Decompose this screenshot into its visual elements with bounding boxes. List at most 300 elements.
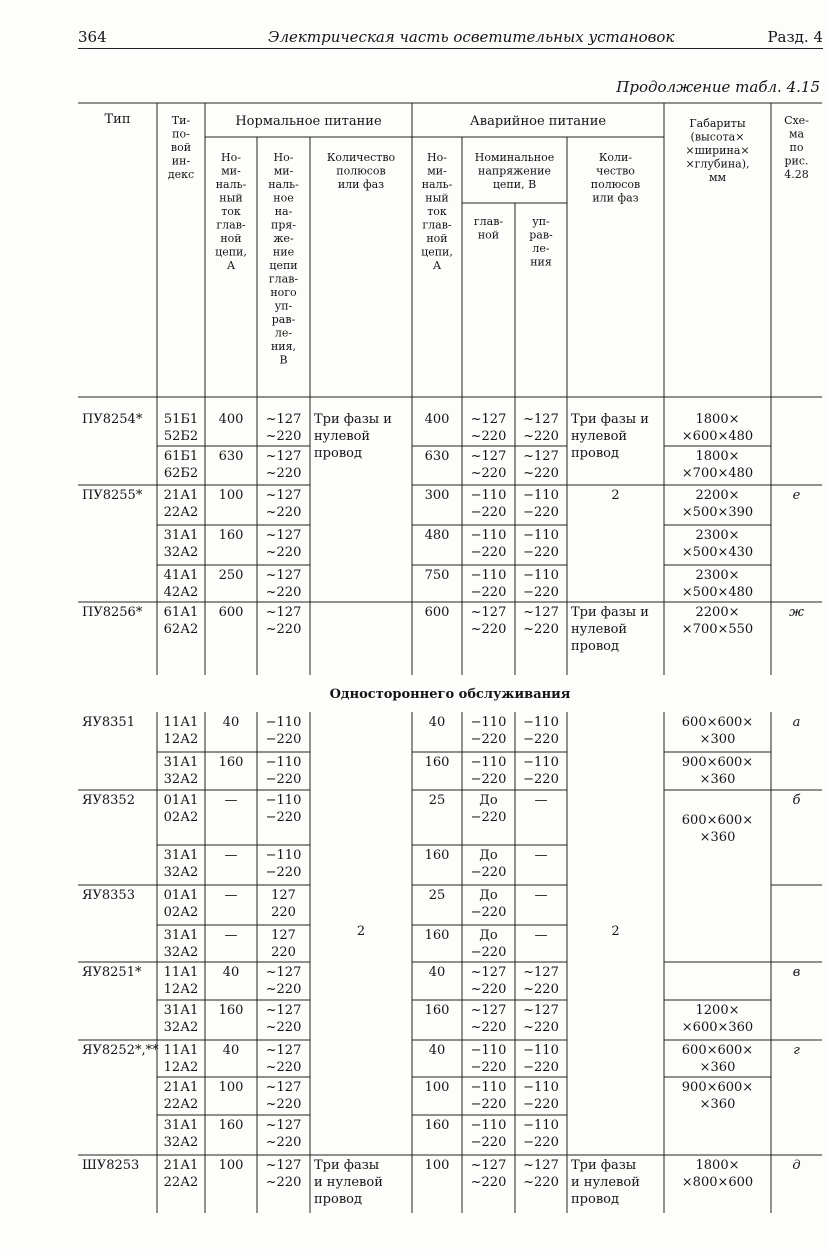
cell-line: ×360	[699, 830, 736, 845]
cell-line: −220	[523, 585, 559, 600]
cell-line: ПУ8254*	[82, 412, 143, 427]
cell-line: б	[792, 793, 801, 808]
row-normal-voltage	[266, 1043, 302, 1075]
cell-line: ×500×390	[681, 505, 754, 520]
cell-line: ~220	[523, 429, 559, 444]
row-voltage-main	[471, 715, 507, 747]
row-scheme	[793, 488, 801, 503]
cell-line: 300	[424, 488, 450, 503]
cell-line: 40	[222, 965, 240, 980]
cell-line: 41А1	[163, 568, 199, 583]
cell-line: 160	[218, 1118, 244, 1133]
row-voltage-main	[471, 449, 507, 481]
cell-line: Три фазы	[314, 1158, 380, 1173]
cell-line: полюсов	[590, 178, 641, 191]
row-normal-voltage	[271, 888, 296, 920]
cell-line: 160	[424, 755, 450, 770]
cell-line: ПУ8256*	[82, 605, 143, 620]
row-voltage-control	[523, 1118, 559, 1150]
row-voltage-main	[471, 755, 507, 787]
cell-line: Три фазы и	[314, 412, 392, 427]
cell-line: 31А1	[163, 1003, 199, 1018]
row-voltage-main	[471, 1080, 507, 1112]
row-voltage-control	[535, 848, 548, 863]
cell-line: ~220	[470, 622, 507, 637]
cell-line: 32А2	[163, 1135, 199, 1150]
running-title: Электрическая часть осветительных установок	[268, 28, 675, 46]
cell-line: ~127	[470, 412, 507, 427]
cell-line: 40	[428, 965, 446, 980]
cell-line: ми-	[221, 164, 241, 178]
row-voltage-main	[471, 1043, 507, 1075]
cell-line: ~127	[523, 449, 559, 464]
cell-line: 31А1	[163, 528, 199, 543]
row-dimensions	[682, 1003, 753, 1035]
row-emergency-current	[429, 715, 446, 730]
row-normal-current	[219, 412, 244, 427]
cell-line: ма	[788, 127, 805, 141]
row-index	[164, 528, 199, 560]
cell-line: рав-	[529, 228, 553, 242]
cell-line: 25	[428, 793, 446, 808]
cell-line: —	[534, 928, 548, 943]
cell-line: 2200×	[695, 605, 740, 620]
cell-line: глав-	[422, 218, 452, 232]
cell-line: −110	[470, 715, 507, 730]
cell-line: наль-	[215, 178, 247, 191]
cell-line: 22А2	[163, 1175, 199, 1190]
cell-line: ~127	[265, 528, 302, 543]
cell-line: ~127	[523, 965, 559, 980]
row-index	[164, 1118, 199, 1150]
cell-line: нулевой	[314, 429, 371, 444]
row-voltage-main	[471, 605, 507, 637]
cell-line: −220	[265, 772, 302, 787]
row-voltage-main	[471, 848, 507, 880]
cell-line: Но-	[273, 151, 294, 164]
cell-line: наль-	[421, 178, 453, 191]
row-index	[164, 1043, 199, 1075]
cell-line: −220	[470, 810, 507, 825]
cell-line: Аварийное питание	[469, 114, 607, 129]
row-type	[82, 412, 143, 427]
cell-line: ной	[477, 228, 500, 242]
row-normal-current	[223, 1043, 240, 1058]
row-index	[164, 928, 199, 960]
cell-line: декс	[167, 168, 195, 181]
cell-line: ~220	[523, 982, 559, 997]
cell-line: −220	[470, 772, 507, 787]
cell-line: 31А1	[163, 1118, 199, 1133]
cell-line: 127	[271, 928, 296, 943]
row-voltage-control	[523, 1003, 559, 1035]
row-voltage-control	[523, 1080, 559, 1112]
row-voltage-main	[471, 488, 507, 520]
row-normal-current	[223, 715, 240, 730]
cell-line: −220	[523, 772, 559, 787]
cell-line: ~127	[523, 1158, 559, 1173]
row-emergency-current	[425, 412, 450, 427]
row-emergency-current	[425, 1158, 450, 1173]
column-header-emergency-poles	[591, 151, 641, 205]
row-type	[82, 1043, 159, 1058]
cell-line: ~127	[470, 965, 507, 980]
row-scheme	[793, 1043, 800, 1058]
cell-line: −110	[523, 1043, 559, 1058]
cell-line: а	[792, 715, 801, 730]
cell-line: 100	[218, 1158, 244, 1173]
row-emergency-current	[425, 755, 450, 770]
cell-line: 31А1	[163, 755, 199, 770]
cell-line: А	[432, 259, 442, 272]
row-voltage-control	[535, 793, 548, 808]
section-label: Разд. 4	[767, 28, 823, 46]
cell-line: 32А2	[163, 772, 199, 787]
cell-line: −110	[523, 488, 559, 503]
cell-line: ~220	[265, 1097, 302, 1112]
row-normal-poles	[314, 1158, 383, 1207]
cell-line: г	[793, 1043, 800, 1058]
column-header-type	[105, 112, 131, 127]
cell-line: ~127	[265, 965, 302, 980]
cell-line: ×глубина),	[685, 157, 750, 171]
cell-line: 21А1	[163, 488, 199, 503]
cell-line: 51Б1	[163, 412, 199, 427]
cell-line: же-	[273, 232, 294, 245]
cell-line: 61А1	[163, 605, 199, 620]
cell-line: ный	[425, 191, 449, 205]
cell-line: 100	[218, 1080, 244, 1095]
cell-line: −220	[470, 585, 507, 600]
row-index	[164, 755, 199, 787]
cell-line: провод	[571, 1192, 619, 1207]
cell-line: 160	[424, 1003, 450, 1018]
cell-line: ~220	[470, 1020, 507, 1035]
cell-line: 600	[218, 605, 244, 620]
column-header-normal-current	[215, 151, 247, 272]
cell-line: д	[792, 1158, 801, 1173]
cell-line: ~220	[470, 982, 507, 997]
row-emergency-current	[429, 1043, 446, 1058]
cell-line: 31А1	[163, 848, 199, 863]
cell-line: напряжение	[477, 164, 552, 178]
cell-line: −220	[523, 505, 559, 520]
row-type	[82, 793, 135, 808]
row-dimensions	[682, 1080, 753, 1112]
cell-line: провод	[571, 639, 619, 654]
cell-line: 600×600×	[681, 1043, 754, 1058]
cell-line: 40	[222, 1043, 240, 1058]
row-emergency-poles	[571, 605, 649, 654]
cell-line: −110	[523, 1118, 559, 1133]
cell-line: 12А2	[163, 982, 199, 997]
row-voltage-control	[523, 488, 559, 520]
cell-line: ~127	[265, 568, 302, 583]
row-emergency-poles	[611, 488, 619, 503]
cell-line: ~127	[265, 449, 302, 464]
cell-line: ×500×480	[681, 585, 754, 600]
row-index	[164, 888, 199, 920]
cell-line: —	[224, 793, 238, 808]
cell-line: −220	[265, 810, 302, 825]
cell-line: ми-	[427, 164, 447, 178]
row-voltage-control	[523, 755, 559, 787]
cell-line: 160	[424, 1118, 450, 1133]
row-voltage-main	[471, 1158, 507, 1190]
row-normal-voltage	[266, 715, 302, 747]
cell-line: 600×600×	[681, 813, 754, 828]
cell-line: уп-	[532, 215, 550, 228]
cell-line: нулевой	[571, 622, 628, 637]
cell-line: ~220	[470, 1175, 507, 1190]
cell-line: наль-	[268, 178, 299, 191]
cell-line: ~127	[470, 449, 507, 464]
column-header-scheme	[784, 114, 809, 181]
cell-line: ~220	[470, 466, 507, 481]
cell-line: 160	[218, 528, 244, 543]
cell-line: А	[226, 259, 236, 272]
row-index	[164, 715, 199, 747]
row-dimensions	[682, 568, 753, 600]
cell-line: провод	[314, 1192, 362, 1207]
cell-line: −220	[523, 1060, 559, 1075]
cell-line: ми-	[273, 164, 294, 178]
row-dimensions	[682, 449, 753, 481]
cell-line: 1200×	[695, 1003, 740, 1018]
cell-line: ×600×480	[681, 429, 754, 444]
row-normal-current	[223, 965, 240, 980]
cell-line: 160	[218, 1003, 244, 1018]
cell-line: −110	[470, 568, 507, 583]
cell-line: е	[792, 488, 801, 503]
cell-line: и нулевой	[314, 1175, 383, 1190]
cell-line: цепи,	[421, 245, 453, 259]
cell-line: 40	[428, 715, 446, 730]
row-emergency-poles	[571, 1158, 640, 1207]
column-header-voltage-main	[474, 215, 504, 242]
cell-line: 02А2	[163, 810, 199, 825]
cell-line: вой	[170, 141, 192, 154]
row-normal-voltage	[266, 848, 302, 880]
cell-line: ~127	[470, 1003, 507, 1018]
column-group-emergency-supply	[470, 114, 606, 129]
cell-line: −220	[470, 1135, 507, 1150]
row-emergency-current	[425, 1003, 450, 1018]
cell-line: −220	[470, 1060, 507, 1075]
cell-line: Три фазы и	[571, 412, 649, 427]
cell-line: Габариты	[689, 117, 746, 130]
cell-line: 1800×	[695, 449, 740, 464]
section-title	[330, 687, 571, 702]
row-scheme	[793, 793, 801, 808]
row-voltage-control	[523, 965, 559, 997]
column-header-voltage-control	[529, 215, 553, 269]
cell-line: 01А1	[163, 888, 199, 903]
cell-line: −220	[470, 505, 507, 520]
cell-line: ние	[272, 245, 295, 259]
cell-line: −220	[265, 865, 302, 880]
row-normal-current	[225, 928, 238, 943]
cell-line: ~127	[265, 1118, 302, 1133]
row-emergency-current	[425, 848, 450, 863]
cell-line: −110	[523, 568, 559, 583]
row-emergency-poles	[571, 412, 649, 461]
row-index	[164, 1158, 199, 1190]
cell-line: 160	[424, 848, 450, 863]
row-normal-voltage	[266, 568, 302, 600]
row-index	[164, 488, 199, 520]
row-emergency-current	[429, 793, 446, 808]
cell-line: ~127	[265, 1080, 302, 1095]
cell-line: ~127	[470, 605, 507, 620]
cell-line: 42А2	[163, 585, 199, 600]
cell-line: 01А1	[163, 793, 199, 808]
row-scheme	[792, 1158, 800, 1173]
cell-line: ~220	[470, 429, 507, 444]
cell-line: ~220	[265, 1135, 302, 1150]
cell-line: в	[792, 965, 801, 980]
cell-line: 2	[611, 488, 620, 503]
cell-line: −220	[523, 732, 559, 747]
cell-line: Но-	[221, 151, 241, 164]
cell-line: 32А2	[163, 945, 199, 960]
cell-line: —	[534, 793, 548, 808]
row-dimensions	[682, 528, 753, 560]
column-header-dimensions	[685, 117, 749, 184]
row-emergency-current	[425, 928, 450, 943]
cell-line: ~127	[523, 605, 559, 620]
row-index	[164, 412, 198, 444]
cell-line: на-	[274, 205, 293, 218]
cell-line: 31А1	[163, 928, 199, 943]
cell-line: Коли-	[598, 151, 633, 164]
row-emergency-current	[425, 449, 450, 464]
cell-line: 750	[424, 568, 450, 583]
cell-line: ного	[270, 286, 297, 299]
cell-line: −110	[265, 715, 302, 730]
cell-line: 11А1	[163, 715, 199, 730]
cell-line: ×600×360	[681, 1020, 754, 1035]
cell-line: и нулевой	[571, 1175, 640, 1190]
row-normal-voltage	[266, 1003, 302, 1035]
row-voltage-main	[471, 793, 507, 825]
row-index	[164, 1003, 199, 1035]
row-normal-current	[219, 755, 244, 770]
cell-line: 220	[271, 905, 296, 920]
row-voltage-control	[523, 1158, 559, 1190]
cell-line: Номинальное	[474, 151, 555, 164]
cell-line: −220	[470, 1097, 507, 1112]
row-type	[82, 965, 142, 980]
cell-line: 52Б2	[163, 429, 199, 444]
cell-line: −110	[265, 848, 302, 863]
row-dimensions	[682, 488, 753, 520]
cell-line: ной	[220, 232, 242, 245]
cell-line: ~127	[265, 605, 302, 620]
cell-line: Одностороннего обслуживания	[329, 687, 571, 702]
cell-line: 250	[218, 568, 244, 583]
cell-line: 900×600×	[681, 755, 754, 770]
row-normal-voltage	[266, 528, 302, 560]
cell-line: глав-	[268, 272, 299, 286]
cell-line: 32А2	[163, 1020, 199, 1035]
cell-line: 1800×	[695, 1158, 740, 1173]
cell-line: ток	[221, 205, 241, 218]
cell-line: 62Б2	[163, 466, 199, 481]
cell-line: 2300×	[695, 528, 740, 543]
cell-line: −110	[470, 1043, 507, 1058]
row-normal-poles	[314, 412, 392, 461]
row-voltage-main	[471, 928, 507, 960]
cell-line: ~127	[265, 1158, 302, 1173]
cell-line: 11А1	[163, 1043, 199, 1058]
cell-line: по-	[172, 127, 190, 141]
cell-line: полюсов	[336, 164, 386, 178]
cell-line: 22А2	[163, 505, 199, 520]
cell-line: 100	[218, 488, 244, 503]
row-emergency-current	[425, 528, 450, 543]
cell-line: −110	[523, 528, 559, 543]
cell-line: −110	[470, 1080, 507, 1095]
cell-line: пря-	[270, 218, 297, 232]
cell-line: −220	[523, 1097, 559, 1112]
cell-line: ~220	[265, 466, 302, 481]
column-header-emergency-voltage	[475, 151, 554, 191]
cell-line: 127	[271, 888, 296, 903]
cell-line: ле-	[274, 326, 293, 340]
row-emergency-current	[425, 568, 450, 583]
cell-line: ~127	[523, 1003, 559, 1018]
row-normal-voltage	[266, 793, 302, 825]
cell-line: ~220	[523, 622, 559, 637]
cell-line: или фаз	[592, 191, 639, 205]
cell-line: 2300×	[695, 568, 740, 583]
row-dimensions	[682, 605, 753, 637]
cell-line: −110	[470, 488, 507, 503]
row-normal-voltage	[266, 1118, 302, 1150]
row-emergency-current	[429, 888, 446, 903]
row-normal-current	[225, 888, 238, 903]
cell-line: ЯУ8353	[82, 888, 135, 903]
row-scheme	[793, 965, 801, 980]
cell-line: чество	[596, 164, 635, 178]
cell-line: ~220	[523, 1020, 559, 1035]
cell-line: −110	[523, 1080, 559, 1095]
row-index	[164, 793, 199, 825]
merged-emergency-poles	[611, 924, 619, 939]
row-index	[164, 449, 198, 481]
cell-line: цепи,	[215, 245, 247, 259]
cell-line: В	[279, 353, 288, 367]
cell-line: 600×600×	[681, 715, 754, 730]
cell-line: 2	[611, 924, 620, 939]
cell-line: ный	[219, 191, 243, 205]
cell-line: ~220	[523, 1175, 559, 1190]
cell-line: 4.28	[784, 168, 809, 181]
cell-line: ~127	[265, 1003, 302, 1018]
cell-line: 12А2	[163, 1060, 199, 1075]
cell-line: глав-	[473, 215, 504, 228]
row-emergency-current	[425, 1118, 450, 1133]
cell-line: ~220	[265, 429, 302, 444]
cell-line: ~220	[265, 1175, 302, 1190]
cell-line: по	[789, 141, 804, 154]
cell-line: 160	[218, 755, 244, 770]
merged-normal-poles	[357, 924, 365, 939]
cell-line: −220	[470, 545, 507, 560]
cell-line: Три фазы и	[571, 605, 649, 620]
row-voltage-main	[471, 888, 507, 920]
